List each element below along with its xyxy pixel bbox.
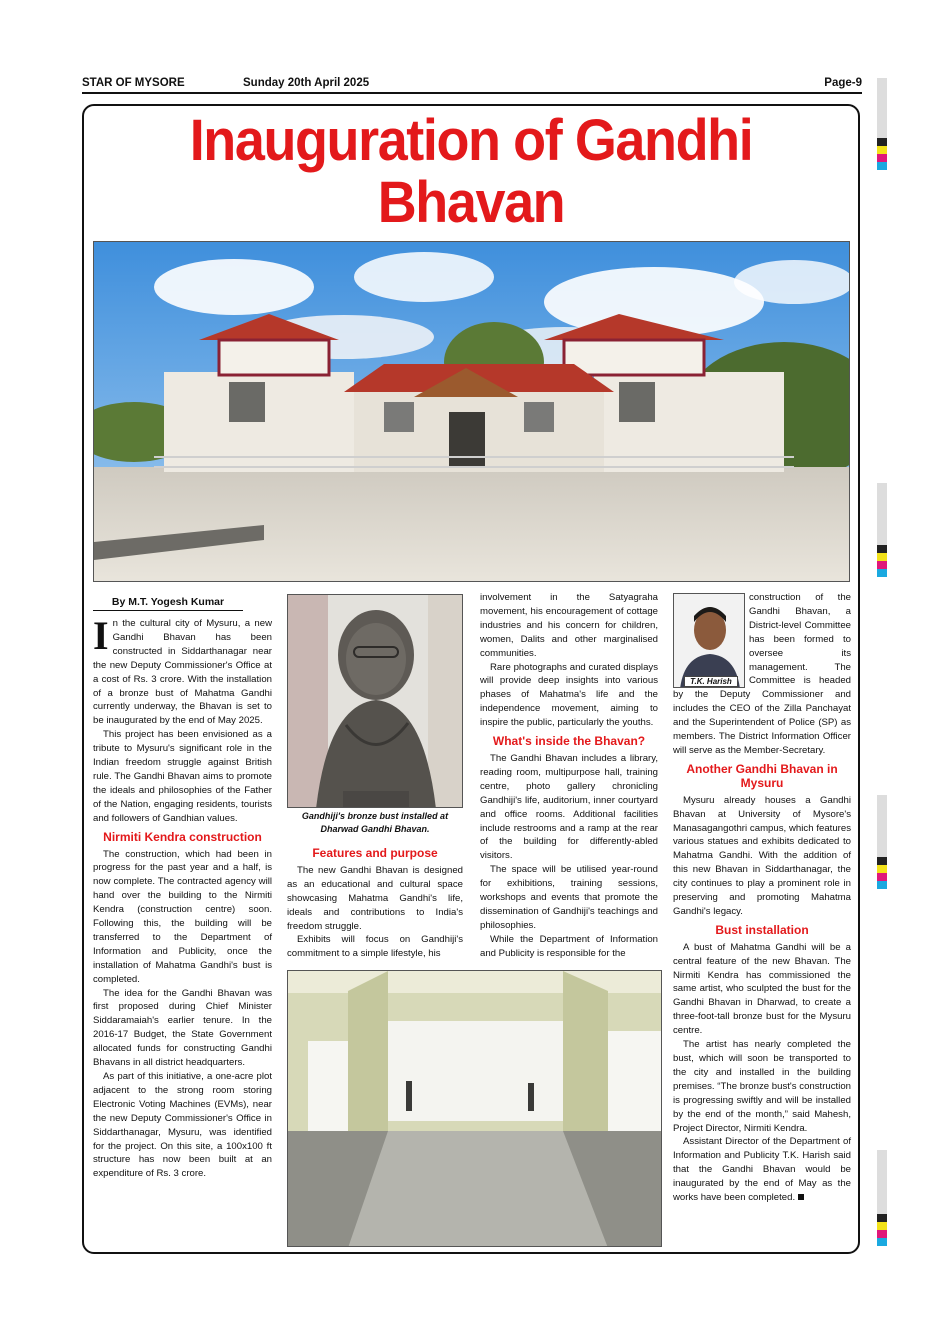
paragraph: construction of the Gandhi Bhavan, a District-level Committee has been formed to oversee its management. The Committee is headed by the Deputy Commissioner and includes the CEO of the Zilla Panchayat and the Superintendent of Police (SP) as members. The District Information Officer will serve as the Member-Secretary.: [673, 592, 851, 756]
end-mark: [798, 1194, 804, 1200]
closing-text: Assistant Director of the Department of Information and Publicity T.K. Harish said that the Gandhi Bhavan would be inaugurated by the end of May as the works have been completed.: [673, 1136, 851, 1204]
paragraph: This project has been envisioned as a tribute to Mysuru's significant role in the Indian freedom struggle against British rule. The Gandhi Bhavan aims to promote the ideals and philosophies of the Father of the Nation, engaging residents, tourists and followers of Gandhian values.: [93, 729, 272, 824]
paragraph: The space will be utilised year-round for exhibitions, training sessions, workshops and events that promote the dissemination of Gandhiji's teachings and philosophies.: [480, 864, 658, 931]
paragraph: The idea for the Gandhi Bhavan was first proposed during Chief Minister Siddaramaiah's earlier tenure. In the 2016-17 Budget, the State Government allocated funds for constructing Gandhi Bhavans in all district headquarters.: [93, 987, 272, 1069]
page-number: Page-9: [824, 77, 862, 89]
subheading: What's inside the Bhavan?: [492, 734, 646, 749]
masthead-rule: [82, 92, 862, 94]
lead-paragraph: [93, 613, 272, 728]
article-column-1: [93, 613, 272, 1181]
photo-wrap-spacer: [673, 591, 749, 688]
paragraph: As part of this initiative, a one-acre plot adjacent to the strong room storing Electronic Voting Machines (EVMs), near the new Deputy Commissioner's Office in Siddarthanagar, Mysuru, was identified for the project. On this site, a 100x100 ft structure has now been built at an expenditure of Rs. 3 crore.: [93, 1071, 272, 1180]
article-column-4: [673, 591, 851, 1205]
bust-caption-line-2: Dharwad Gandhi Bhavan.: [320, 824, 430, 834]
publication-name: STAR OF MYSORE: [82, 77, 185, 89]
paragraph: Exhibits will focus on Gandhiji's commitment to a simple lifestyle, his: [287, 934, 463, 960]
lead-text: n the cultural city of Mysuru, a new Gandhi Bhavan has been constructed in Siddarthanagar near the new Deputy Commissioner's Office at a cost of Rs. 3 crore. With the installation of a bronze bust of Mahatma Gandhi currently underway, the Bhavan is set to be inaugurated by the end of May 2025.: [93, 618, 272, 727]
byline: By M.T. Yogesh Kumar: [93, 596, 243, 611]
article-column-2: [287, 842, 463, 961]
bhavan-interior-photo: [287, 970, 662, 1247]
harish-caption: T.K. Harish: [684, 676, 738, 687]
drop-cap: I: [93, 613, 109, 658]
paragraph: involvement in the Satyagraha movement, his encouragement of cottage industries and his concern for children, women, Dalits and other marginalised communities.: [480, 592, 658, 659]
gandhi-bust-photo: [287, 594, 463, 808]
paragraph: The new Gandhi Bhavan is designed as an educational and cultural space showcasing Mahatma Gandhi's life, ideals and contributions to India's freedom struggle.: [287, 864, 463, 932]
paragraph: Mysuru already houses a Gandhi Bhavan at University of Mysore's Manasagangothri campus, which features various statues and exhibits dedicated to Mahatma Gandhi. With the addition of this new Bhavan in Siddarthanagar, the city continues to play a prominent role in preserving and promoting Mahatma Gandhi's legacy.: [673, 794, 851, 917]
paragraph: A bust of Mahatma Gandhi will be a central feature of the new Bhavan. The Nirmiti Kendra has commissioned the same artist, who sculpted the bust for the Gandhi Bhavan in Dharwad, to create a three-foot-tall bronze bust for the Mysuru centre.: [673, 941, 851, 1037]
paragraph: While the Department of Information and Publicity is responsible for the: [480, 933, 658, 959]
subheading: Another Gandhi Bhavan in Mysuru: [686, 761, 838, 790]
subheading: Features and purpose: [312, 846, 438, 860]
paragraph: Rare photographs and curated displays will provide deep insights into various phases of Mahatma's life and the independence movement, aiming to inspire the public, particularly the youths.: [480, 661, 658, 729]
bust-caption-line-1: Gandhiji's bronze bust installed at: [301, 811, 449, 821]
subheading: Bust installation: [715, 922, 809, 937]
bust-caption: [287, 810, 463, 836]
article-column-3: [480, 591, 658, 961]
paragraph: [673, 1135, 851, 1205]
paragraph: The construction, which had been in progress for the past year and a half, is now complete. The contracted agency will hand over the building to the Nirmiti Kendra (construction centre) soon. Following this, the building will be transferred to the Department of Information and Publicity, once the installation of Mahatma Gandhi's bust is completed.: [93, 848, 272, 985]
registration-marks: [877, 483, 887, 577]
registration-marks: [877, 78, 887, 170]
masthead: [82, 77, 862, 93]
headline-line-1: Inauguration of Gandhi Bhavan: [189, 108, 753, 235]
registration-marks: [877, 1150, 887, 1246]
subheading: Nirmiti Kendra construction: [103, 829, 262, 844]
paragraph: The artist has nearly completed the bust, which will soon be transported to the city and installed in the building premises. “The bronze bust's construction is progressing swiftly and will be installed by the end of the month,” said Mahesh, Project Director, Nirmiti Kendra.: [673, 1039, 851, 1134]
gandhi-bhavan-photo: [93, 241, 850, 582]
paragraph: The Gandhi Bhavan includes a library, reading room, multipurpose hall, training centre, photo gallery chronicling Gandhiji's life, auditorium, inner courtyard and office rooms. Additional facilities include restrooms and a ramp at the rear of the building for differently-abled visitors.: [480, 752, 658, 862]
registration-marks: [877, 795, 887, 889]
issue-date: Sunday 20th April 2025: [243, 77, 370, 89]
